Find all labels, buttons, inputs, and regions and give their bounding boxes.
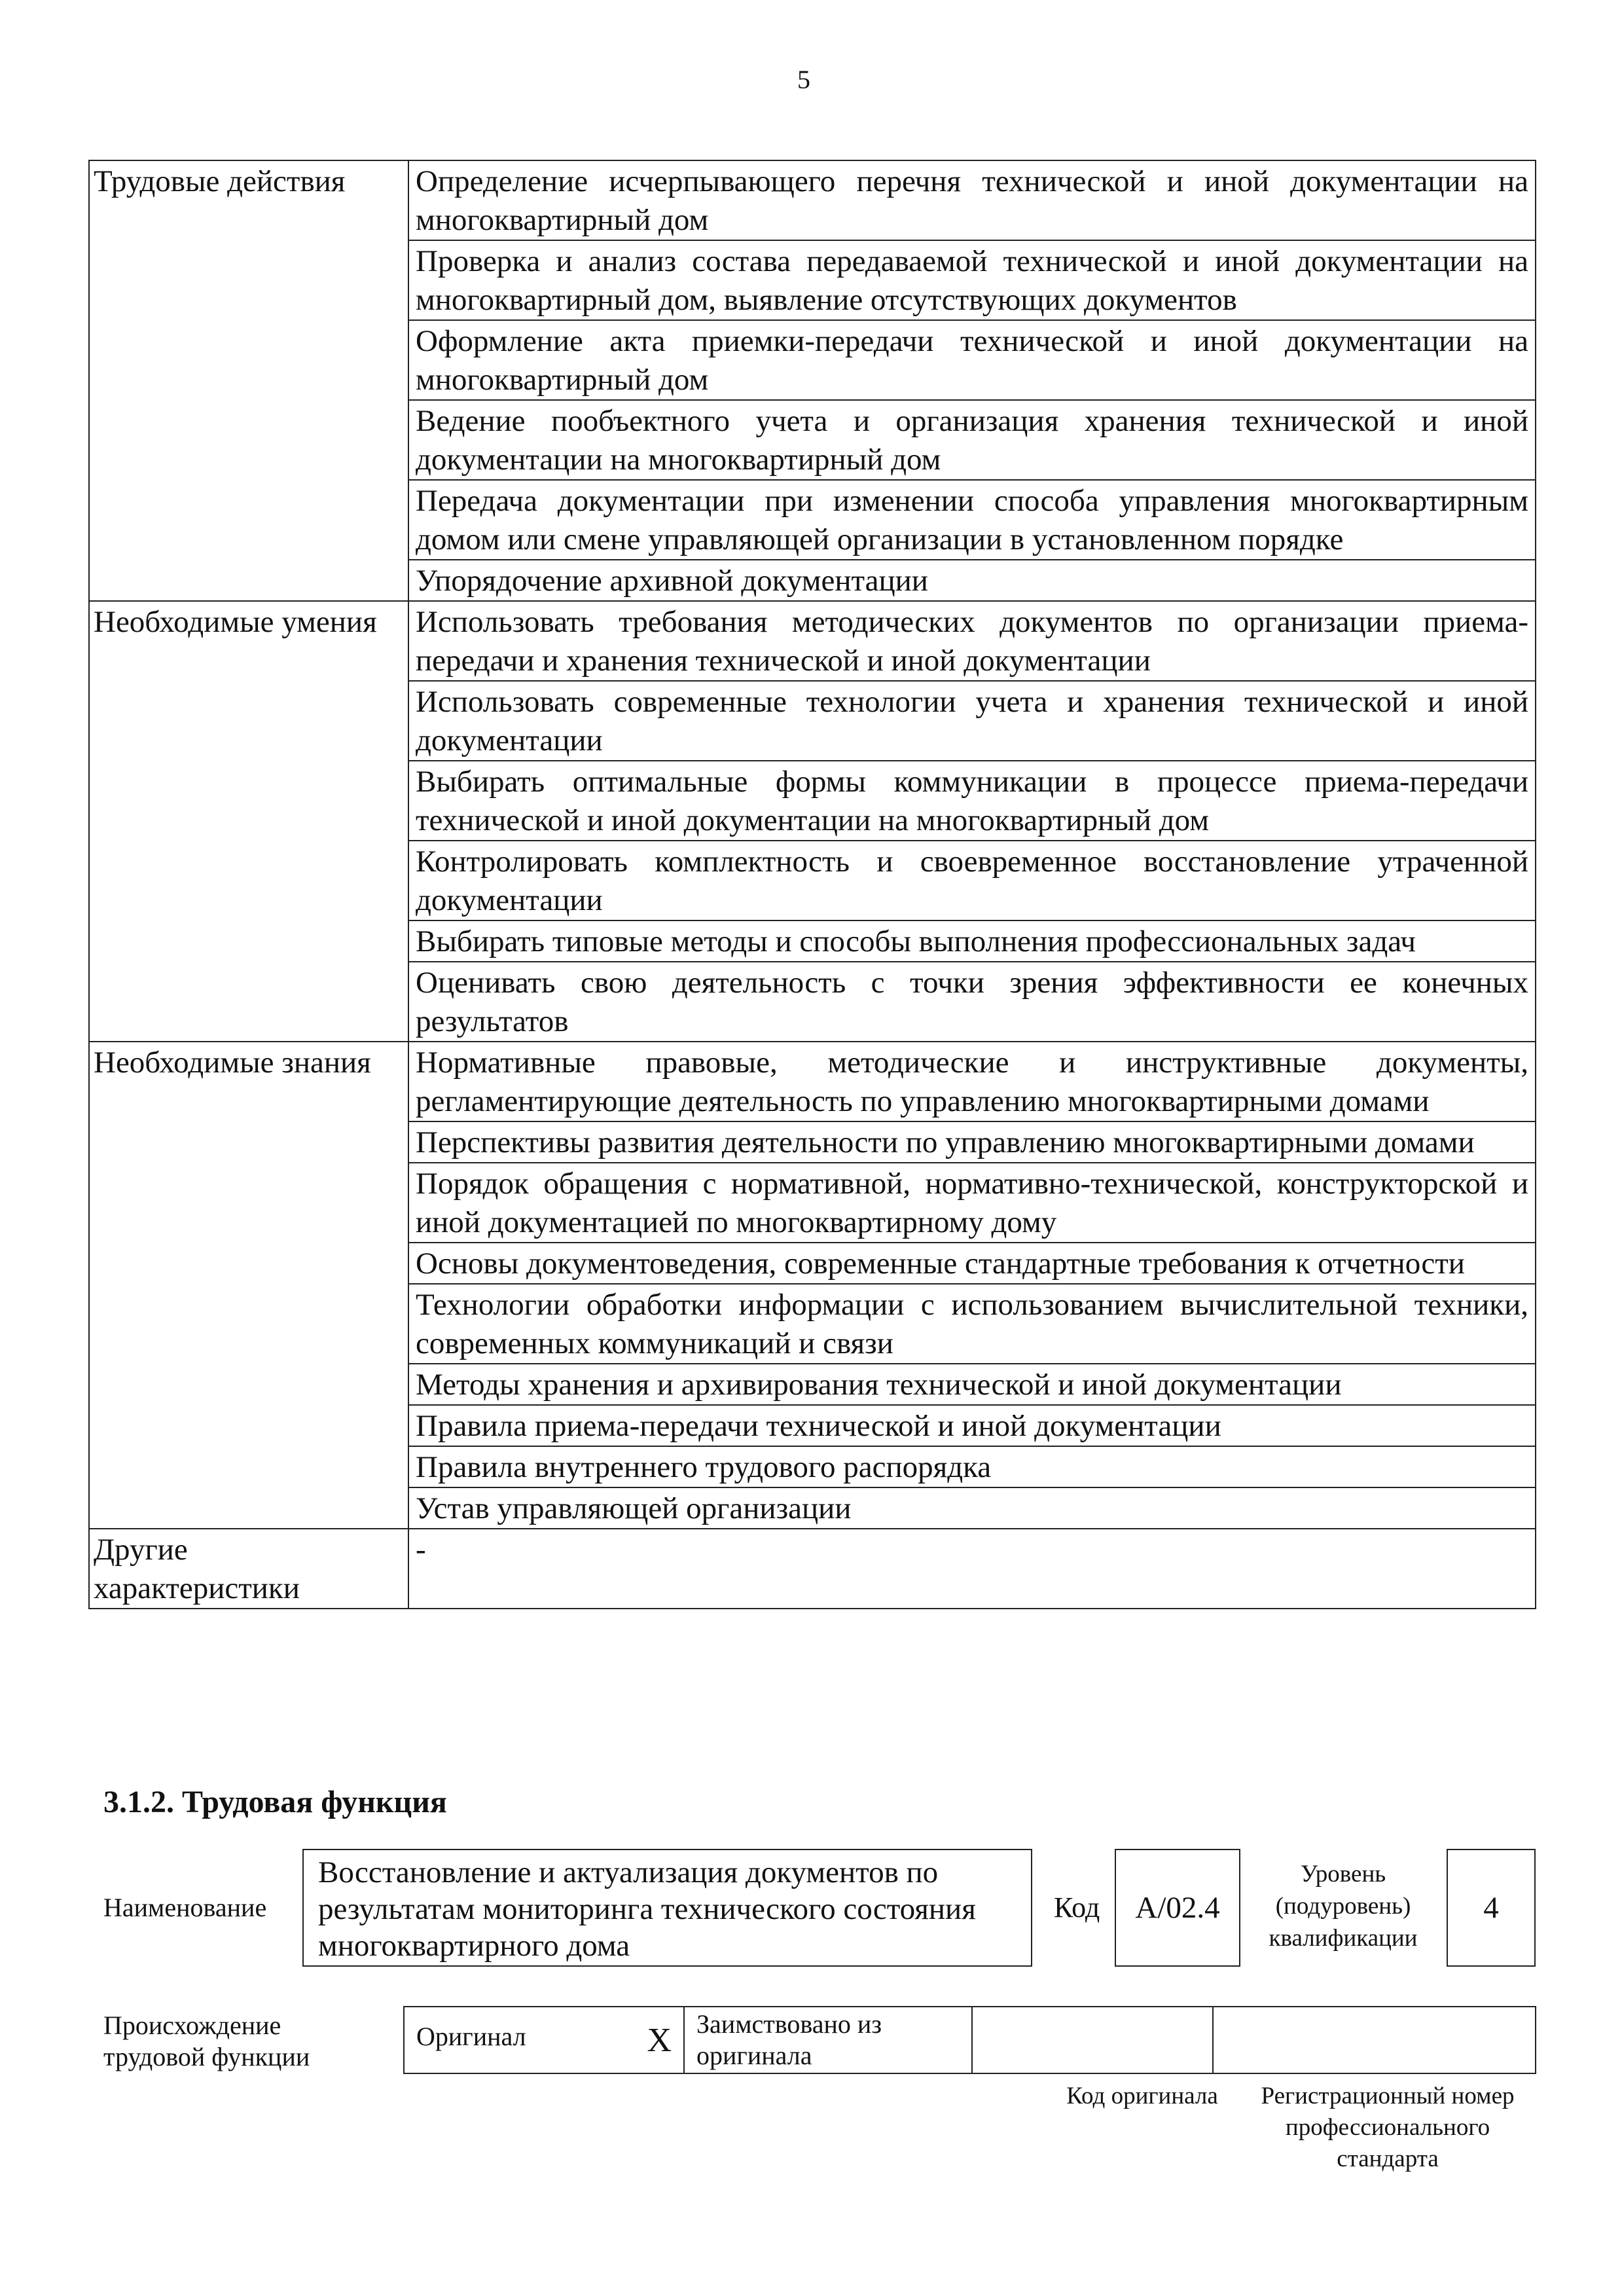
origin-mark: X [647, 2021, 672, 2059]
function-code-box: A/02.4 [1115, 1849, 1240, 1967]
row-label-actions: Трудовые действия [89, 160, 408, 601]
table-cell: Основы документоведения, современные стандартные требования к отчетности [408, 1243, 1536, 1284]
origin-code-cell [972, 2007, 1213, 2073]
table-cell: Методы хранения и архивирования технической и иной документации [408, 1364, 1536, 1405]
table-cell: Выбирать оптимальные формы коммуникации в процессе приема-передачи технической и иной документации на многоквартирный дом [408, 761, 1536, 841]
table-cell: Технологии обработки информации с использованием вычислительной техники, современных коммуникаций и связи [408, 1284, 1536, 1364]
row-label-skills: Необходимые умения [89, 601, 408, 1042]
table-row [89, 1042, 1536, 1121]
table-cell: Определение исчерпывающего перечня технической и иной документации на многоквартирный дом [408, 160, 1536, 240]
origin-reg-cell [1213, 2007, 1536, 2073]
code-original-caption: Код оригинала [1066, 2083, 1218, 2109]
table-cell: Упорядочение архивной документации [408, 560, 1536, 601]
table-cell: Устав управляющей организации [408, 1487, 1536, 1529]
table-cell: Перспективы развития деятельности по управлению многоквартирными домами [408, 1121, 1536, 1163]
level-label: Уровень (подуровень) квалификации [1269, 1861, 1418, 1952]
origin-borrowed-cell: Заимствовано из оригинала [684, 2007, 972, 2073]
table-cell: Оформление акта приемки-передачи технической и иной документации на многоквартирный дом [408, 320, 1536, 400]
table-cell: Нормативные правовые, методические и инструктивные документы, регламентирующие деятельность по управлению многоквартирными домами [408, 1042, 1536, 1121]
table-cell: Правила внутреннего трудового распорядка [408, 1446, 1536, 1487]
name-label: Наименование [103, 1893, 267, 1922]
table-row [89, 601, 1536, 681]
origin-table [403, 2006, 1536, 2074]
code-label: Код [1054, 1891, 1100, 1923]
row-label-knowledge: Необходимые знания [89, 1042, 408, 1529]
origin-label: Происхождение трудовой функции [103, 2011, 310, 2071]
reg-number-caption: Регистрационный номер профессионального стандарта [1261, 2083, 1515, 2172]
table-cell: Использовать современные технологии учета и хранения технической и иной документации [408, 681, 1536, 761]
table-cell: Выбирать типовые методы и способы выполнения профессиональных задач [408, 920, 1536, 962]
page-number: 5 [797, 65, 810, 94]
table-row [89, 160, 1536, 240]
table-cell: Проверка и анализ состава передаваемой технической и иной документации на многоквартирный дом, выявление отсутствующих документов [408, 240, 1536, 320]
table-cell: Контролировать комплектность и своевременное восстановление утраченной документации [408, 841, 1536, 920]
table-cell: Использовать требования методических документов по организации приема-передачи и хранения технической и иной документации [408, 601, 1536, 681]
table-cell: Передача документации при изменении способа управления многоквартирным домом или смене управляющей организации в установленном порядке [408, 480, 1536, 560]
origin-original-label: Оригинал [416, 2021, 526, 2051]
table-row [404, 2007, 1536, 2073]
table-cell: Правила приема-передачи технической и иной документации [408, 1405, 1536, 1446]
table-cell: Ведение пообъектного учета и организация хранения технической и иной документации на многоквартирный дом [408, 400, 1536, 480]
table-cell: Оценивать свою деятельность с точки зрения эффективности ее конечных результатов [408, 962, 1536, 1042]
function-name-box: Восстановление и актуализация документов по результатам мониторинга технического состояния многоквартирного дома [302, 1849, 1032, 1967]
table-row [89, 1529, 1536, 1609]
table-cell: - [408, 1529, 1536, 1609]
table-cell: Порядок обращения с нормативной, нормативно-технической, конструкторской и иной документацией по многоквартирному дому [408, 1163, 1536, 1243]
level-value-box: 4 [1447, 1849, 1536, 1967]
row-label-other: Другие характеристики [89, 1529, 408, 1609]
labor-function-table [88, 160, 1536, 1609]
origin-original-cell [404, 2007, 684, 2073]
section-title: 3.1.2. Трудовая функция [103, 1785, 447, 1819]
